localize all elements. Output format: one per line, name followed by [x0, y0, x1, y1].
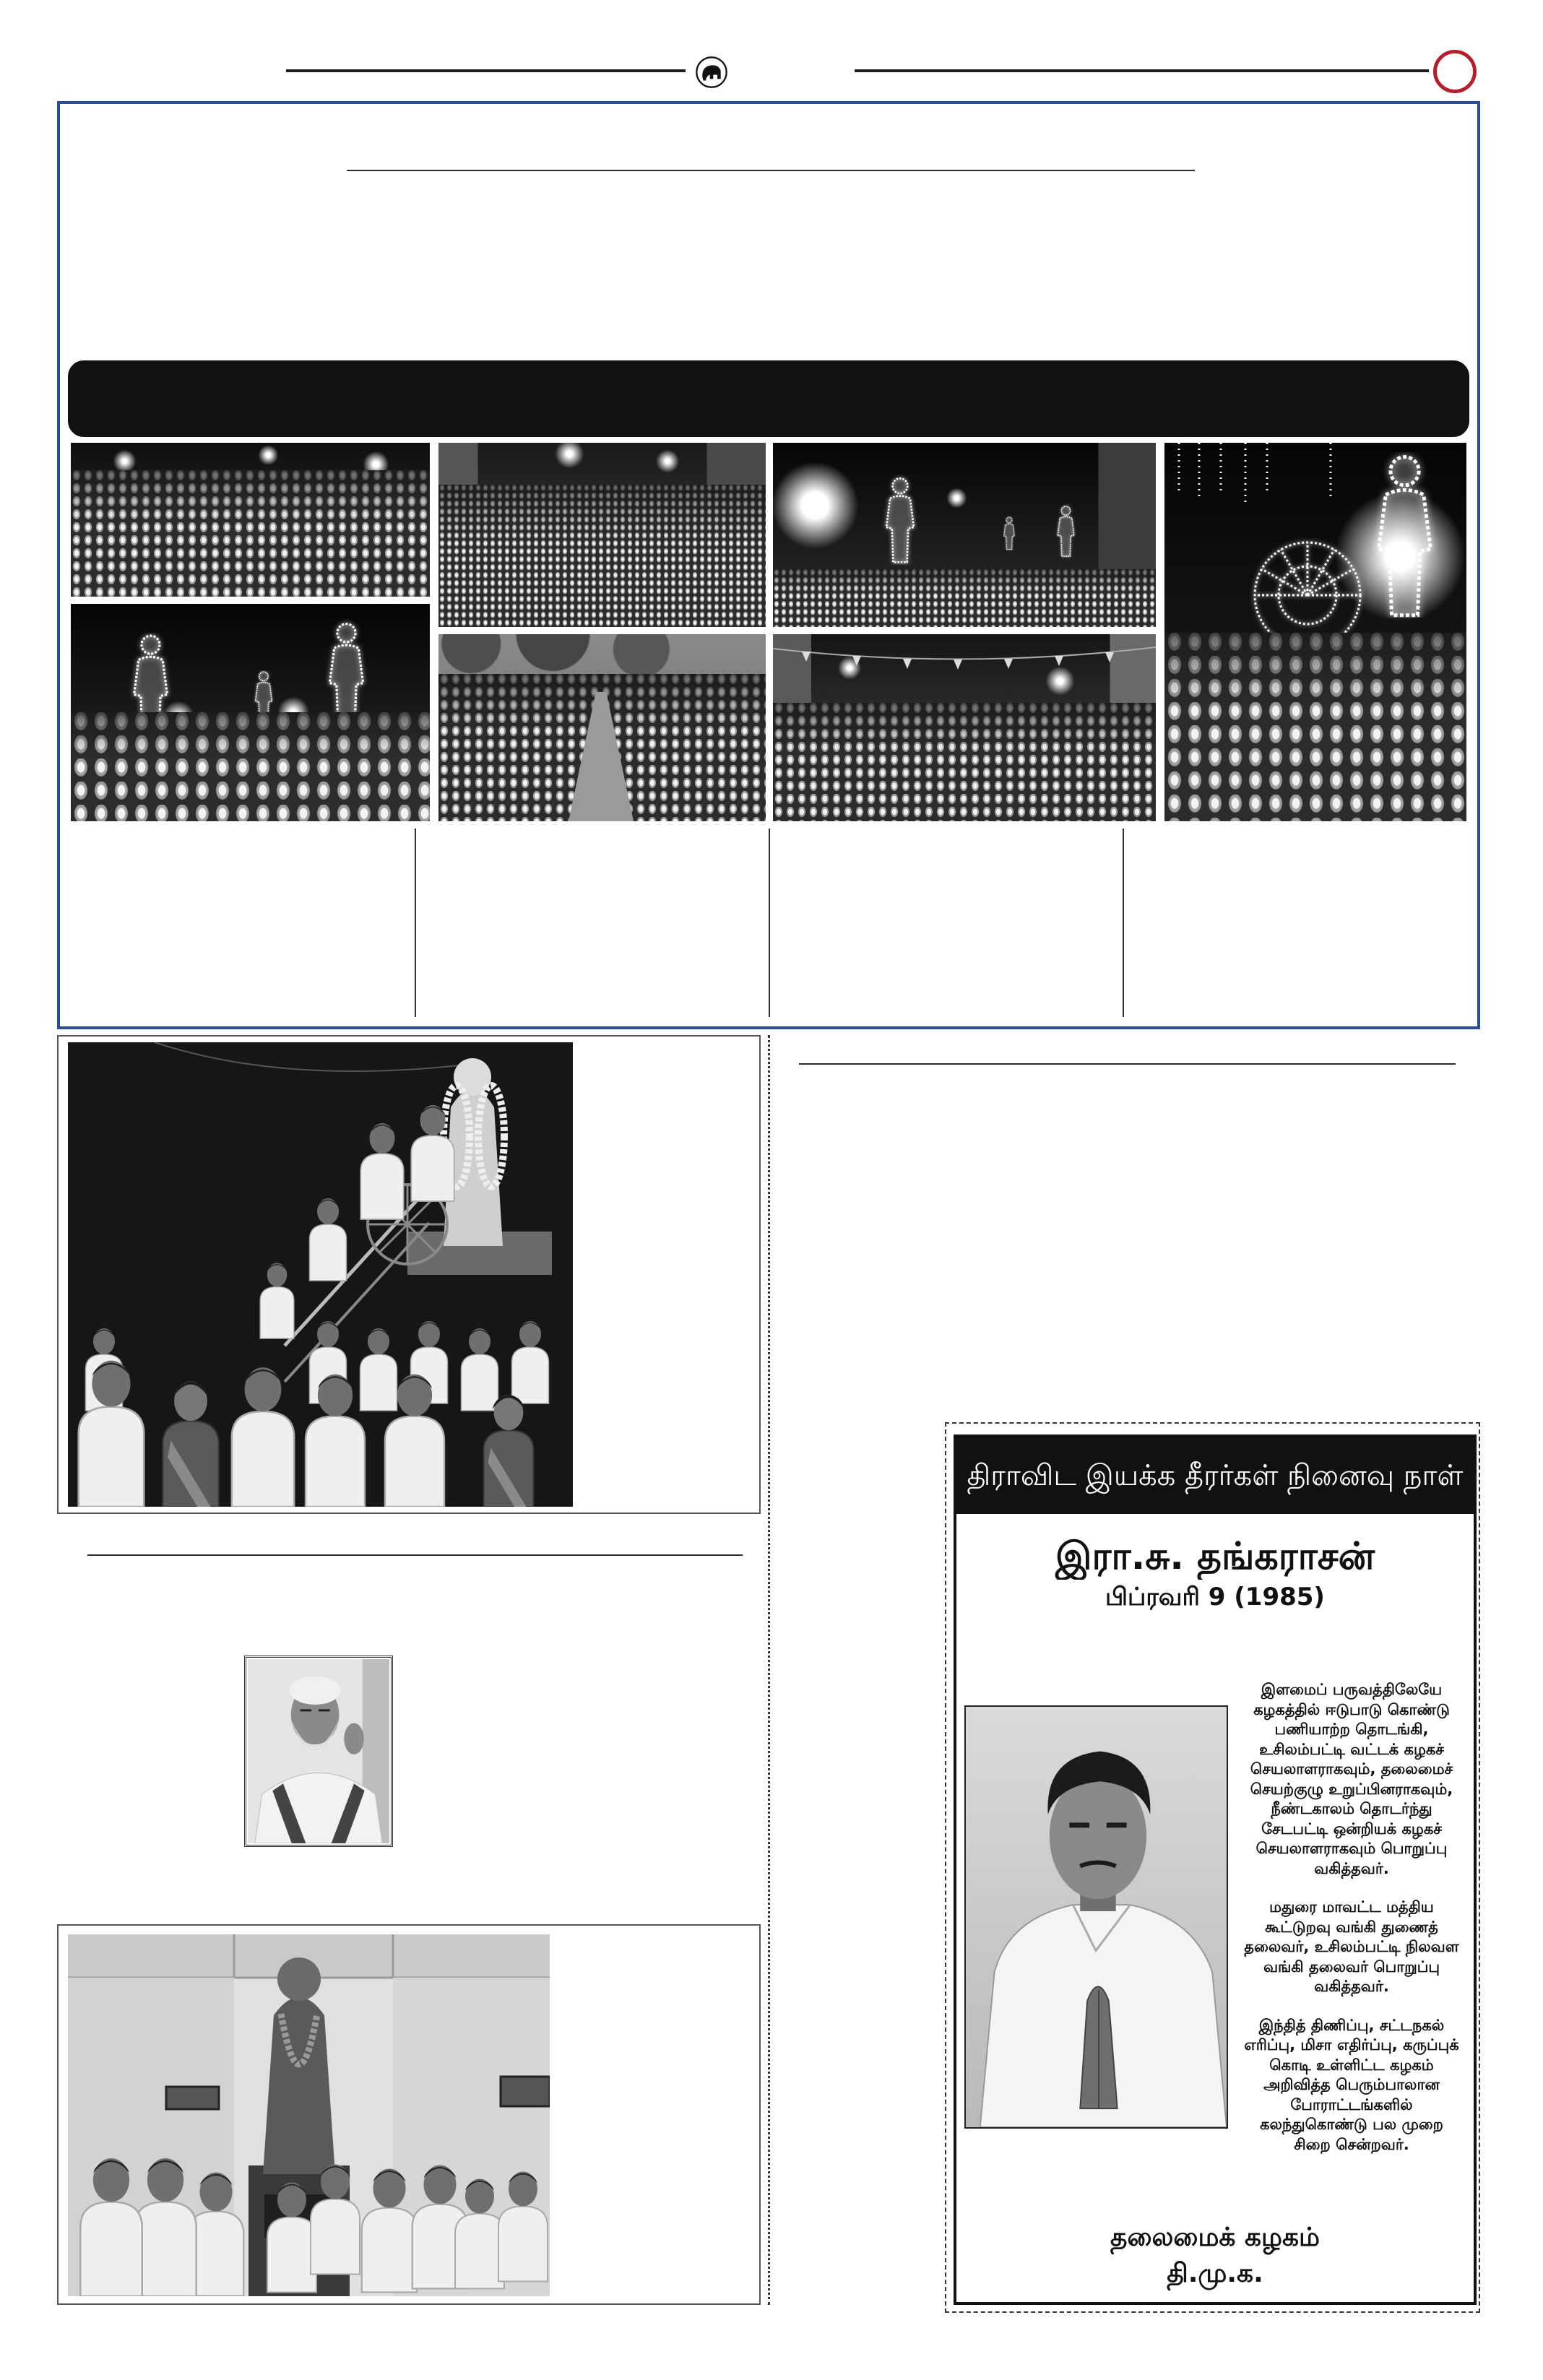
crowd: [773, 703, 1156, 821]
rally-photo-4: [438, 634, 766, 821]
memorial-person-name: இரா.சு. தங்கராசன்: [1055, 1535, 1375, 1578]
crowd: [438, 485, 766, 627]
rally-photo-3: [438, 443, 766, 627]
story-rule-right: [799, 1063, 1456, 1065]
biography-paragraph: இளமைப் பருவத்திலேயே கழகத்தில் ஈடுபாடு கொண்டு பணியாற்ற தொடங்கி, உசிலம்பட்டி வட்டக் கழகச் செயலாளராகவும், தலைமைச் செயற்குழு உறுப்பினராகவும், நீண்டகாலம் தொடர்ந்து சேடபட்டி ஒன்றியக் கழகச் செயலாளராகவும் பொறுப்பு வகித்தவர்.: [1250, 1681, 1453, 1877]
memorial-biography: [1234, 1680, 1469, 2173]
story-rule: [87, 1554, 743, 1556]
wall-frame: [501, 2077, 550, 2106]
page-number-badge: [1433, 50, 1477, 93]
memorial-notice: [954, 1435, 1477, 2305]
masthead-rule-right: [855, 69, 1429, 72]
wall-frame: [166, 2087, 219, 2109]
column-divider: [415, 828, 416, 1017]
crowd: [1164, 633, 1466, 821]
biography-paragraph: இந்தித் திணிப்பு, சட்டநகல் எரிப்பு, மிசா எதிர்ப்பு, கருப்புக் கொடி உள்ளிட்ட கழகம் அறிவித்த பெரும்பாலான போராட்டங்களில் கலந்துகொண்டு பல முறை சிறை சென்றவர்.: [1244, 2016, 1459, 2153]
rally-photo-1: [71, 443, 430, 597]
column-divider: [1123, 828, 1124, 1017]
leader-portrait-graphic: [248, 1659, 389, 1843]
lit-figure: [886, 478, 914, 562]
rally-photo-6: [773, 634, 1156, 821]
emblem-icon-graphic: [695, 56, 728, 89]
headline-banner: [68, 360, 1469, 437]
lit-figure: [1058, 506, 1074, 556]
memorial-person-photo: [964, 1705, 1228, 2129]
emblem-icon: [695, 56, 728, 89]
memorial-footer-party: தி.மு.க.: [1167, 2259, 1263, 2288]
biography-paragraph: மதுரை மாவட்ட மத்திய கூட்டுறவு வங்கி துணைத் தலைவர், உசிலம்பட்டி நிலவள வங்கி தலைவர் பொறுப்பு வகித்தவர்.: [1244, 1898, 1459, 1995]
column-separator: [768, 1035, 770, 2305]
statue-garlanding-photo: [68, 1042, 573, 1507]
leader-portrait: [244, 1656, 393, 1847]
lit-figure: [1004, 517, 1015, 550]
memorial-person-graphic: [966, 1707, 1227, 2127]
lit-figure: [329, 624, 363, 726]
memorial-title: திராவிட இயக்க தீரர்கள் நினைவு நாள்: [956, 1437, 1474, 1514]
headline-rule: [347, 170, 1195, 171]
rally-photo-2: [71, 604, 430, 821]
memorial-visit-photo: [68, 1934, 550, 2296]
crowd: [71, 712, 430, 821]
rally-photo-7: [1164, 443, 1466, 821]
rally-photo-5: [773, 443, 1156, 627]
statue-garlanding-graphic: [68, 1042, 573, 1507]
bunting: [773, 634, 1156, 692]
memorial-footer-org: தலைமைக் கழகம்: [1110, 2223, 1320, 2252]
string-lights: [1179, 443, 1331, 504]
column-divider: [769, 828, 770, 1017]
crowd: [71, 470, 430, 597]
masthead-rule-left: [286, 69, 686, 72]
crowd: [773, 569, 1156, 627]
lit-figure: [1379, 457, 1431, 615]
memorial-visit-graphic: [68, 1934, 550, 2296]
memorial-date: பிப்ரவரி 9 (1985): [1105, 1583, 1325, 1611]
